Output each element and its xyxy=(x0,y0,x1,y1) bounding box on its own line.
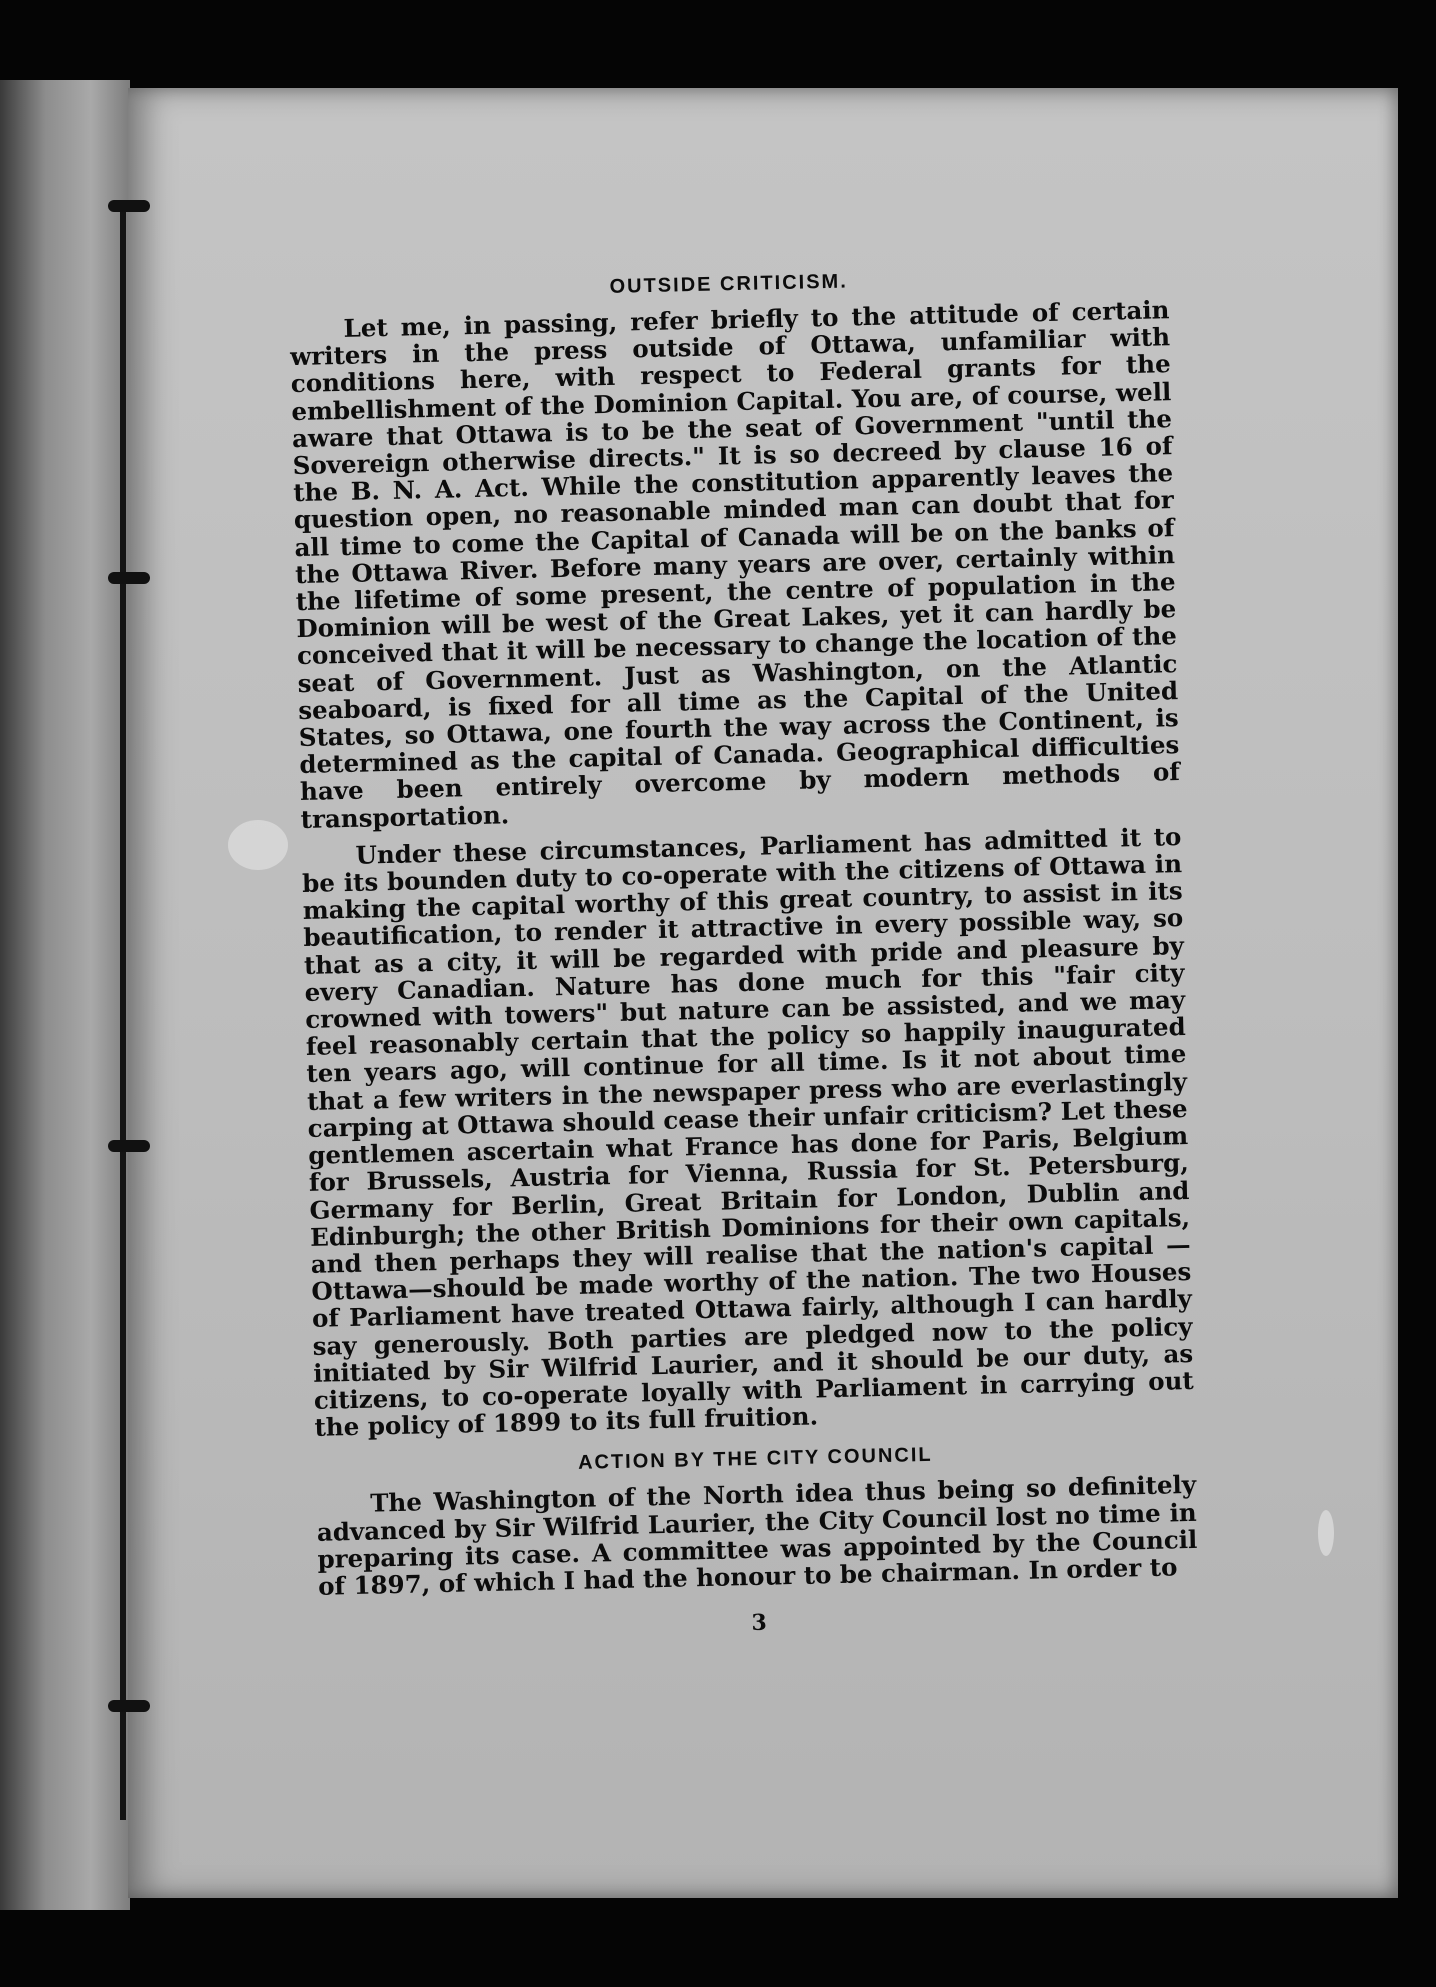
paragraph: Under these circumstances, Parliament has admitted it to be its bounden duty to co-operate with the citizens of Ottawa in making the capital worthy of this great country, to assist in its beautification, to render it attractive in every possible way, so that as a city, it will be regarded with pride and pleasure by every Canadian. Nature has done much for this "fair city crowned with towers" but nature can be assisted, and we may feel reasonably certain that the policy so happily inaugurated ten years ago, will continue for all time. Is it not about time that a few writers in the newspaper press who are everlastingly carping at Ottawa should cease their unfair criticism? Let these gentlemen ascertain what France has done for Paris, Belgium for Brussels, Austria for Vienna, Russia for St. Petersburg, Germany for Berlin, Great Britain for London, Dublin and Edinburgh; the other British Dominions for their own capitals, and then perhaps they will realise that the nation's capital —Ottawa—should be made worthy of the nation. The two Houses of Parliament have treated Ottawa fairly, although I can hardly say generously. Both parties are pledged now to the policy initiated by Sir Wilfrid Laurier, and it should be our duty, as citizens, to co-operate loyally with Parliament in carrying out the policy of 1899 to its full fruition. xyxy=(301,821,1195,1442)
binding-edge xyxy=(0,80,130,1910)
binding-stitch xyxy=(108,572,150,584)
paper-smudge xyxy=(1318,1510,1334,1556)
paper-smudge xyxy=(228,820,288,870)
binding-thread xyxy=(120,200,126,1820)
section-heading: ACTION BY THE CITY COUNCIL xyxy=(577,1444,933,1475)
binding-stitch xyxy=(108,1140,150,1152)
page-text xyxy=(288,258,1201,1748)
binding-stitch xyxy=(108,200,150,212)
paragraph: Let me, in passing, refer briefly to the attitude of certain writers in the press outside of Ottawa, unfamiliar with conditions here, with respect to Federal grants for the embellishment of the Dominion Capital. You are, of course, well aware that Ottawa is to be the seat of Government "until the Sovereign otherwise directs." It is so decreed by clause 16 of the B. N. A. Act. While the constitution apparently leaves the question open, no reasonable minded man can doubt that for all time to come the Capital of Canada will be on the banks of the Ottawa River. Before many years are over, certainly within the lifetime of some present, the centre of population in the Dominion will be west of the Great Lakes, yet it can hardly be conceived that it will be necessary to change the location of the seat of Government. Just as Washington, on the Atlantic seaboard, is fixed for all time as the Capital of the United States, so Ottawa, one fourth the way across the Continent, is determined as the capital of Canada. Geographical difficulties have been entirely overcome by modern methods of transportation. xyxy=(289,295,1181,834)
page-number: 3 xyxy=(751,1609,768,1637)
paragraph: The Washington of the North idea thus being so definitely advanced by Sir Wilfrid Laurier, the City Council lost no time in preparing its case. A committee was appointed by the Council of 1897, of which I had the honour to be chairman. In order to xyxy=(316,1470,1198,1601)
binding-stitch xyxy=(108,1700,150,1712)
section-heading: OUTSIDE CRITICISM. xyxy=(609,270,849,298)
